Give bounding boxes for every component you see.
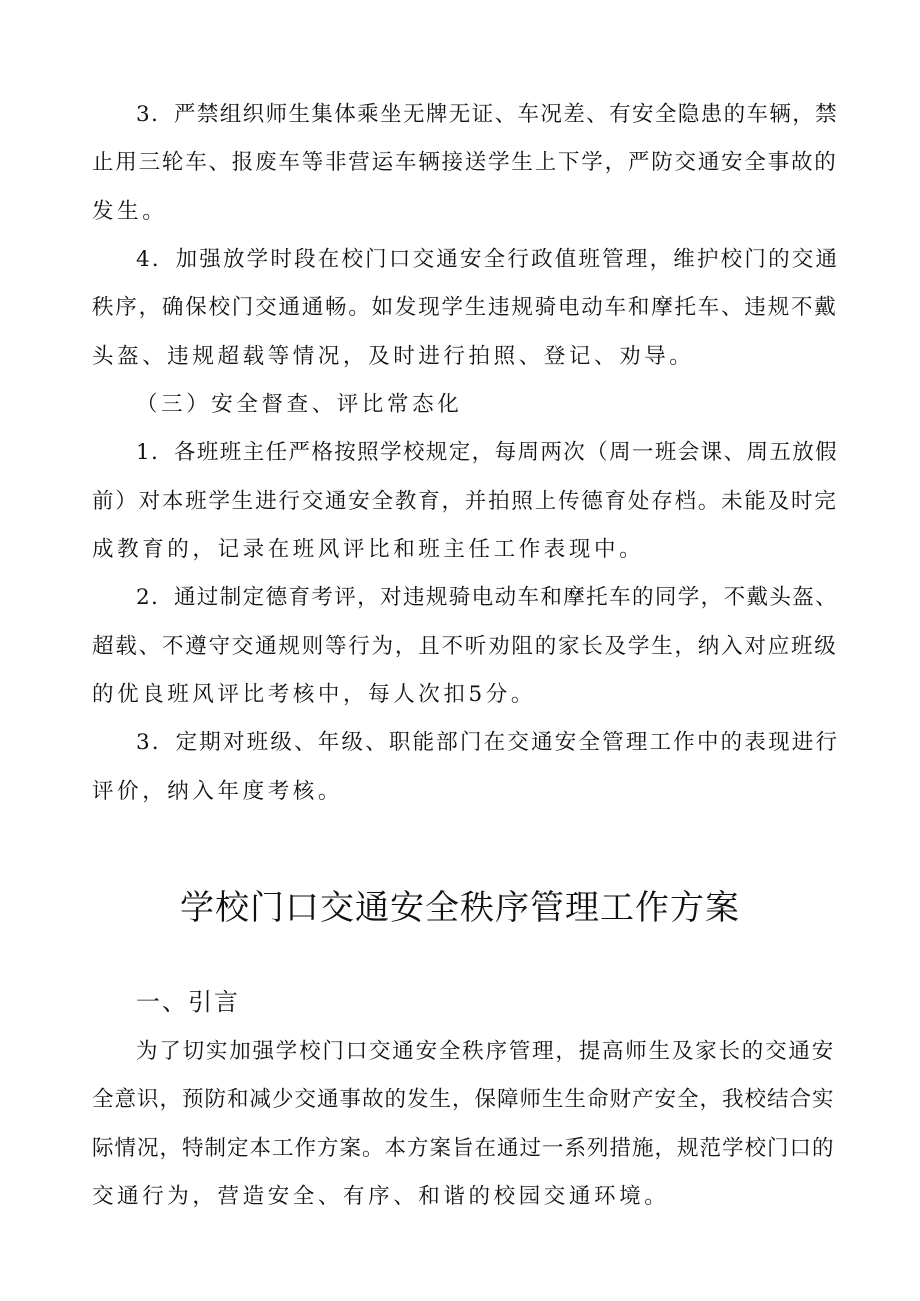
subsection-heading: （三）安全督查、评比常态化 (136, 392, 463, 417)
paragraph-line: 3．严禁组织师生集体乘坐无牌无证、车况差、有安全隐患的车辆，禁 (136, 102, 839, 127)
intro-line: 全意识，预防和减少交通事故的发生，保障师生生命财产安全，我校结合实 (92, 1087, 835, 1112)
paragraph-line: 1．各班班主任严格按照学校规定，每周两次（周一班会课、周五放假 (136, 440, 839, 465)
paragraph-line: 的优良班风评比考核中，每人次扣5分。 (92, 682, 536, 707)
paragraph-line: 2．通过制定德育考评，对违规骑电动车和摩托车的同学，不戴头盔、 (136, 585, 839, 610)
paragraph-line: 头盔、违规超载等情况，及时进行拍照、登记、劝导。 (92, 344, 695, 369)
paragraph-line: 成教育的，记录在班风评比和班主任工作表现中。 (92, 537, 645, 562)
intro-line: 交通行为，营造安全、有序、和谐的校园交通环境。 (92, 1184, 670, 1209)
paragraph-line: 评价，纳入年度考核。 (92, 779, 344, 804)
intro-line: 际情况，特制定本工作方案。本方案旨在通过一系列措施，规范学校门口的 (92, 1136, 835, 1161)
paragraph-line: 止用三轮车、报废车等非营运车辆接送学生上下学，严防交通安全事故的 (92, 150, 838, 175)
paragraph-line: 超载、不遵守交通规则等行为，且不听劝阻的家长及学生，纳入对应班级 (92, 634, 838, 659)
section-heading: 一、引言 (136, 988, 240, 1016)
paragraph-line: 发生。 (92, 199, 168, 224)
paragraph-line: 前）对本班学生进行交通安全教育，并拍照上传德育处存档。未能及时完 (92, 489, 838, 514)
paragraph-line: 秩序，确保校门交通通畅。如发现学生违规骑电动车和摩托车、违规不戴 (92, 295, 838, 320)
document-title: 学校门口交通安全秩序管理工作方案 (180, 888, 740, 928)
paragraph-line: 4．加强放学时段在校门口交通安全行政值班管理，维护校门的交通 (136, 247, 840, 272)
paragraph-line: 3．定期对班级、年级、职能部门在交通安全管理工作中的表现进行 (136, 730, 840, 755)
intro-line: 为了切实加强学校门口交通安全秩序管理，提高师生及家长的交通安 (136, 1039, 836, 1064)
